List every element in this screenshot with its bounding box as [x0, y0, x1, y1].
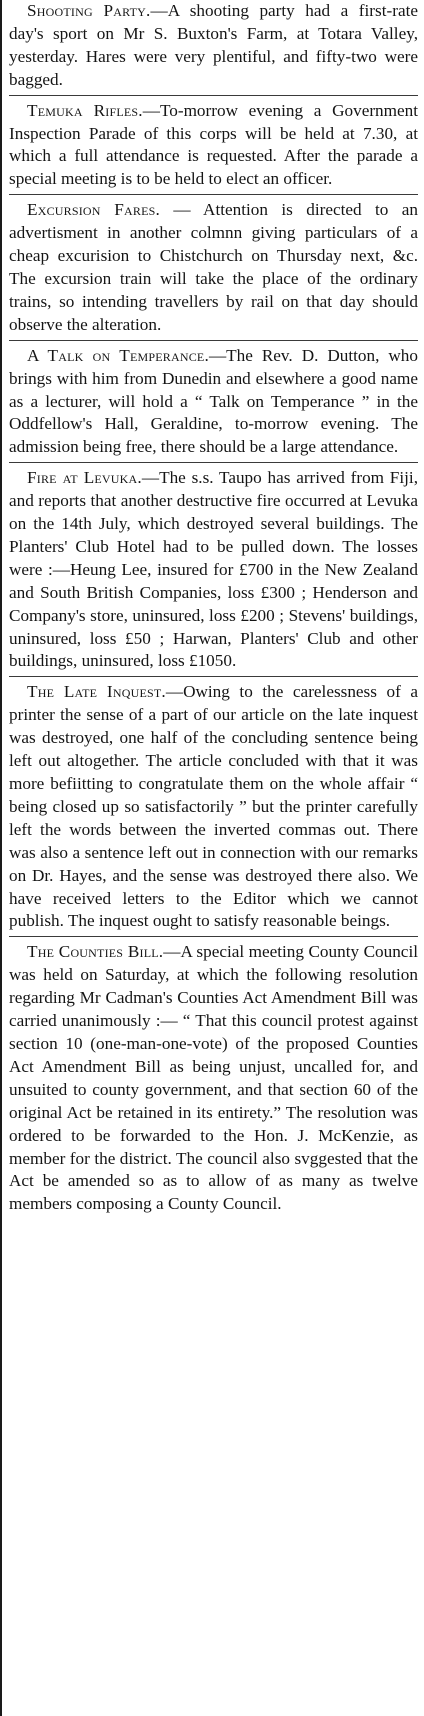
article-heading: Shooting Party. [27, 1, 151, 20]
article-heading: Fire at Levuka. [27, 468, 142, 488]
article-heading: The Late Inquest. [27, 682, 166, 702]
article-heading: A Talk on Temperance. [27, 345, 209, 365]
article-heading: Temuka Rifles. [27, 100, 143, 120]
article-talk-on-temperance [9, 345, 418, 460]
divider [9, 676, 418, 677]
article-heading: The Counties Bill. [27, 942, 164, 962]
article-counties-bill [9, 941, 418, 1216]
article-excursion-fares [9, 199, 418, 336]
article-body: —A special meeting County Council was held on Saturday, at which the following resolution regarding Mr Cadman's Counties Act Amendment Bill was carried unanimously :— “ That this council protest against section 10 (one-man-one-vote) of the proposed Counties Act Amendment Bill as being unjust, uncalled for, and unsuited to county government, and that section 60 of the original Act be retained in its entirety.” The resolution was ordered to be forwarded to the Hon. J. McKenzie, as member for the district. The council also svggested that the Act be amended so as to allow of as many as twelve members composing a County Council. [9, 942, 418, 1214]
article-late-inquest [9, 681, 418, 933]
divider [9, 340, 418, 341]
divider [9, 462, 418, 463]
article-fire-at-levuka [9, 467, 418, 673]
divider [9, 95, 418, 96]
article-body: —Owing to the carelessness of a printer the sense of a part of our article on the late inquest was destroyed, one half of the concluding sentence being left out altogether. The article concluded with that it was more befiitting to congratulate them on the whole affair “ being closed up so satisfactorily ” but the printer carefully left the words between the inverted commas out. There was also a sentence left out in connection with our remarks on Dr. Hayes, and the sense was destroyed there also. We have received letters to the Editor which we cannot publish. The inquest ought to satisfy reasonable beings. [9, 682, 419, 931]
divider [9, 194, 418, 195]
article-body: — Attention is directed to an advertisment in another colmnn giving particulars of a cheap excurision to Chistchurch on Thursday next, &c. The excursion train will take the place of the ordinary trains, so intending travellers by rail on that day should observe the alteration. [9, 200, 418, 334]
article-shooting-party [9, 0, 418, 92]
article-body: —To-morrow evening a Government Inspection Parade of this corps will be held at 7.30, at which a full attendance is requested. After the parade a special meeting is to be held to elect an officer. [9, 100, 419, 189]
divider [9, 936, 418, 937]
article-body: —A shooting party had a first-rate day's sport on Mr S. Buxton's Farm, at Totara Valley, yesterday. Hares were very plentiful, and fifty-two were bagged. [9, 1, 418, 89]
article-temuka-rifles [9, 100, 418, 192]
article-body: —The s.s. Taupo has arrived from Fiji, and reports that another destructive fire occurred at Levuka on the 14th July, which destroyed several buildings. The Planters' Club Hotel had to be pulled down. The losses were :—Heung Lee, insured for £700 in the New Zealand and South British Companies, loss £300 ; Henderson and Company's store, uninsured, loss £200 ; Stevens' buildings, uninsured, loss £50 ; Harwan, Planters' Club and other buildings, uninsured, loss £1050. [9, 468, 418, 671]
article-heading: Excursion Fares. [27, 200, 160, 220]
article-body: —The Rev. D. Dutton, who brings with him from Dunedin and elsewhere a good name as a lecturer, will hold a “ Talk on Temperance ” in the Oddfellow's Hall, Geraldine, to-morrow evening. The admission being free, there should be a large attendance. [9, 345, 418, 457]
